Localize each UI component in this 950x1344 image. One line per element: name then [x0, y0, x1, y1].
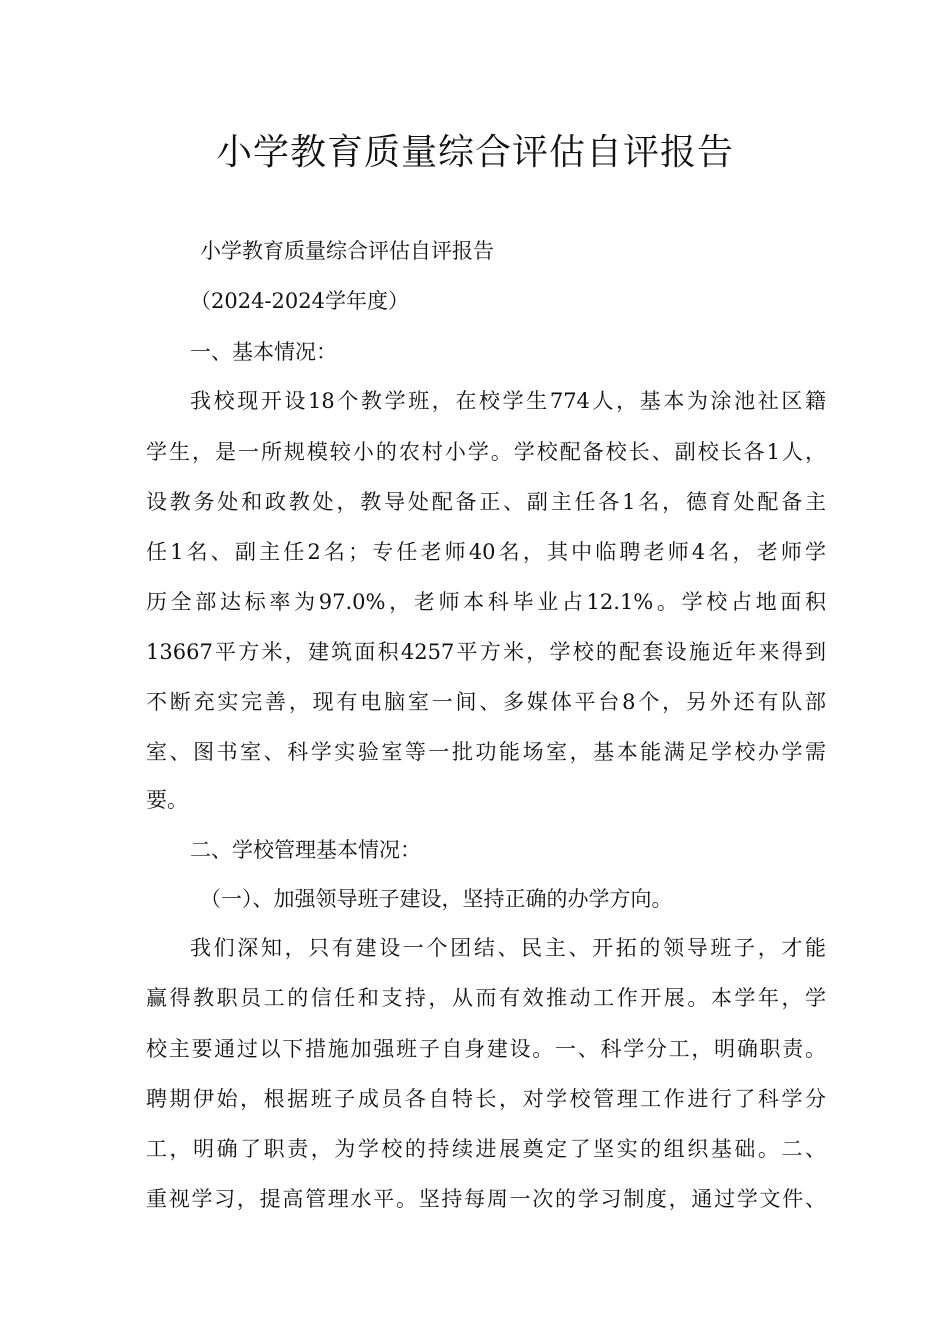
section-1-paragraph-line: 历全部达标率为97.0%，老师本科毕业占12.1%。学校占地面积: [146, 590, 826, 614]
section-2-paragraph-line: 工，明确了职责，为学校的持续进展奠定了坚实的组织基础。二、: [146, 1137, 826, 1161]
school-year: （2024-2024学年度）: [190, 289, 409, 313]
section-1-heading: 一、基本情况：: [190, 340, 337, 364]
section-1-paragraph-line: 13667平方米，建筑面积4257平方米，学校的配套设施近年来得到: [146, 640, 826, 664]
section-1-paragraph-line: 设教务处和政教处，教导处配备正、副主任各1名，德育处配备主: [146, 490, 826, 514]
section-2-paragraph-line: 校主要通过以下措施加强班子自身建设。一、科学分工，明确职责。: [146, 1037, 826, 1061]
section-1-paragraph-line: 任1名、副主任2名；专任老师40名，其中临聘老师4名，老师学: [146, 540, 826, 564]
document-subtitle: 小学教育质量综合评估自评报告: [200, 239, 494, 263]
section-2-paragraph-line: 赢得教职员工的信任和支持，从而有效推动工作开展。本学年，学: [146, 986, 826, 1010]
section-2-subheading: （一）、加强领导班子建设，坚持正确的办学方向。: [200, 887, 673, 911]
section-1-paragraph-line: 学生，是一所规模较小的农村小学。学校配备校长、副校长各1人，: [146, 440, 826, 464]
section-2-paragraph-line: 重视学习，提高管理水平。坚持每周一次的学习制度，通过学文件、: [146, 1187, 826, 1211]
section-1-paragraph-line: 我校现开设18个教学班，在校学生774人，基本为涂池社区籍: [190, 389, 826, 413]
section-1-paragraph-line: 不断充实完善，现有电脑室一间、多媒体平台8个，另外还有队部: [146, 690, 826, 714]
section-2-heading: 二、学校管理基本情况：: [190, 838, 421, 862]
section-2-paragraph-line: 聘期伊始，根据班子成员各自特长，对学校管理工作进行了科学分: [146, 1087, 826, 1111]
section-1-paragraph-line: 要。: [146, 788, 188, 812]
section-1-paragraph-line: 室、图书室、科学实验室等一批功能场室，基本能满足学校办学需: [146, 740, 826, 764]
section-2-paragraph-line: 我们深知，只有建设一个团结、民主、开拓的领导班子，才能: [190, 936, 826, 960]
document-title: 小学教育质量综合评估自评报告: [215, 132, 734, 173]
